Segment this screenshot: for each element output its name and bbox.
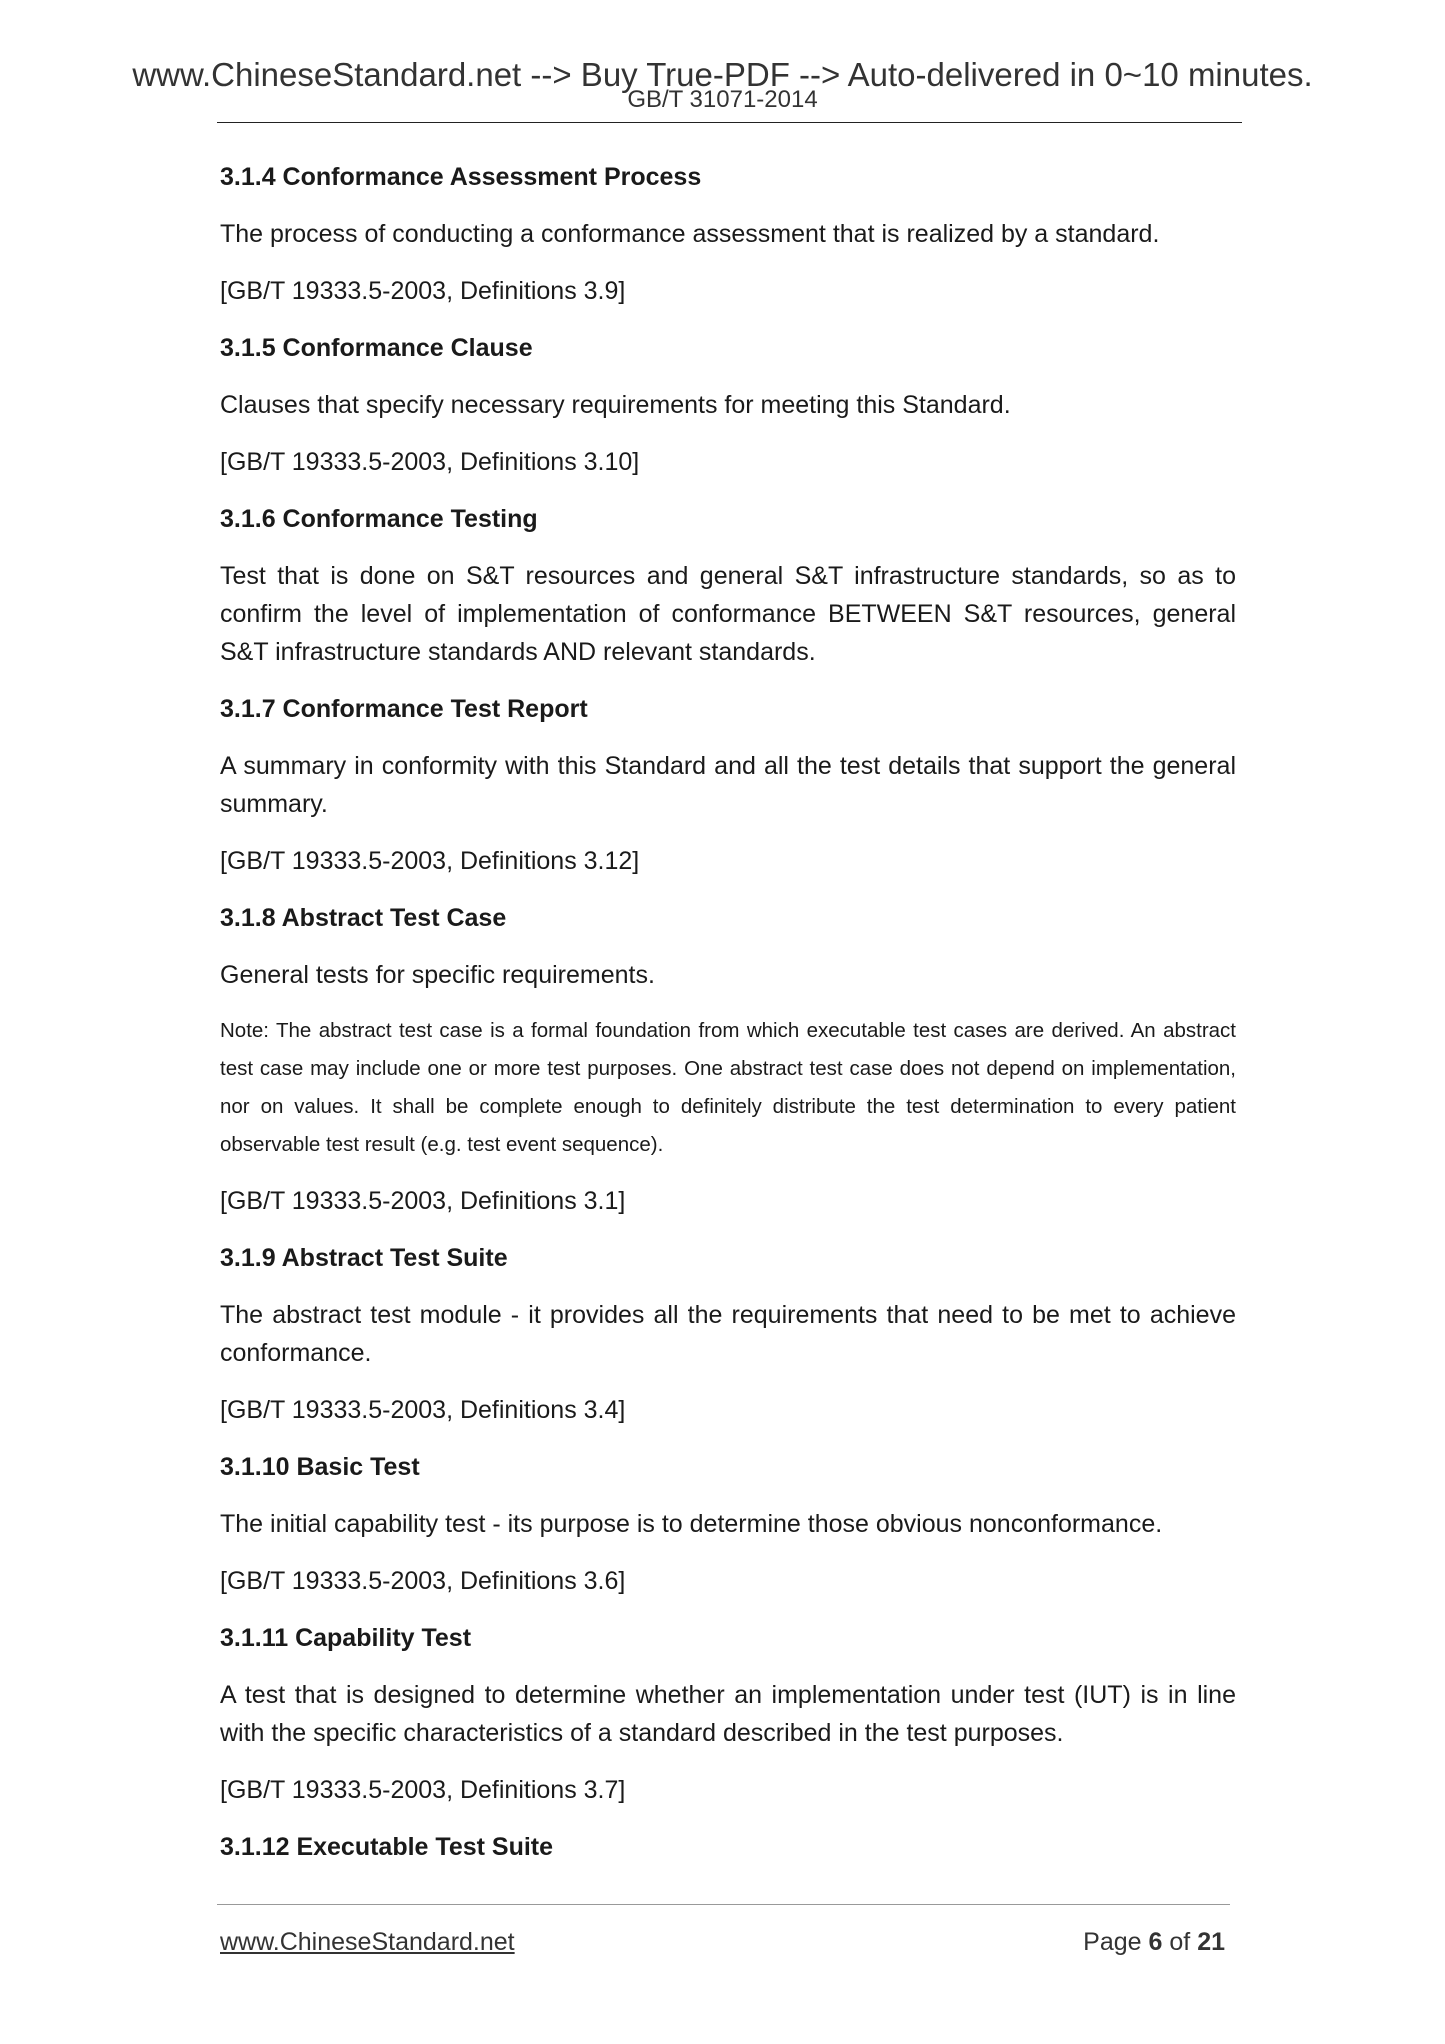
document-id: GB/T 31071-2014 [627, 86, 818, 113]
definition-reference: [GB/T 19333.5-2003, Definitions 3.12] [220, 847, 640, 875]
header-divider [217, 122, 1242, 123]
section-heading: 3.1.7 Conformance Test Report [220, 695, 588, 723]
section-heading: 3.1.6 Conformance Testing [220, 505, 538, 533]
definition-text: General tests for specific requirements. [220, 961, 655, 989]
definition-note: Note: The abstract test case is a formal foundation from which executable test cases are derived. An abstract test case may include one or more test purposes. One abstract test case does not depend on implementation, nor on values. It shall be complete enough to definitely distribute the test determination to every patient observable test result (e.g. test event sequence). [220, 1019, 1236, 1156]
definition-reference: [GB/T 19333.5-2003, Definitions 3.6] [220, 1567, 626, 1595]
footer-site-link[interactable]: www.ChineseStandard.net [220, 1928, 515, 1956]
footer-divider [217, 1904, 1230, 1905]
document-body [220, 158, 1236, 1885]
site-banner: www.ChineseStandard.net --> Buy True-PDF --> Auto-delivered in 0~10 minutes. [132, 56, 1313, 93]
page-total: 21 [1197, 1928, 1225, 1956]
definition-text: Clauses that specify necessary requirements for meeting this Standard. [220, 391, 1011, 419]
section-heading: 3.1.11 Capability Test [220, 1624, 472, 1652]
definition-reference: [GB/T 19333.5-2003, Definitions 3.9] [220, 277, 626, 305]
definition-reference: [GB/T 19333.5-2003, Definitions 3.4] [220, 1396, 626, 1424]
page-prefix: Page [1083, 1928, 1142, 1956]
section-heading: 3.1.10 Basic Test [220, 1453, 420, 1481]
section-heading: 3.1.5 Conformance Clause [220, 334, 533, 362]
definition-reference: [GB/T 19333.5-2003, Definitions 3.7] [220, 1776, 626, 1804]
definition-text: A summary in conformity with this Standard and all the test details that support the general summary. [220, 752, 1236, 818]
definition-text: The process of conducting a conformance assessment that is realized by a standard. [220, 220, 1160, 248]
definition-reference: [GB/T 19333.5-2003, Definitions 3.10] [220, 448, 640, 476]
definition-text: A test that is designed to determine whether an implementation under test (IUT) is in line with the specific characteristics of a standard described in the test purposes. [220, 1681, 1236, 1747]
definition-text: The abstract test module - it provides all the requirements that need to be met to achieve conformance. [220, 1301, 1236, 1367]
section-heading: 3.1.9 Abstract Test Suite [220, 1244, 508, 1272]
section-heading: 3.1.12 Executable Test Suite [220, 1833, 554, 1861]
definition-text: Test that is done on S&T resources and general S&T infrastructure standards, so as to confirm the level of implementation of conformance BETWEEN S&T resources, general S&T infrastructure standards AND relevant standards. [220, 562, 1236, 666]
section-heading: 3.1.4 Conformance Assessment Process [220, 163, 702, 191]
page-current: 6 [1148, 1928, 1163, 1956]
definition-text: The initial capability test - its purpose is to determine those obvious nonconformance. [220, 1510, 1163, 1538]
page-number [1083, 1928, 1225, 1957]
definition-reference: [GB/T 19333.5-2003, Definitions 3.1] [220, 1187, 626, 1215]
section-heading: 3.1.8 Abstract Test Case [220, 904, 507, 932]
page-of: of [1169, 1928, 1191, 1956]
